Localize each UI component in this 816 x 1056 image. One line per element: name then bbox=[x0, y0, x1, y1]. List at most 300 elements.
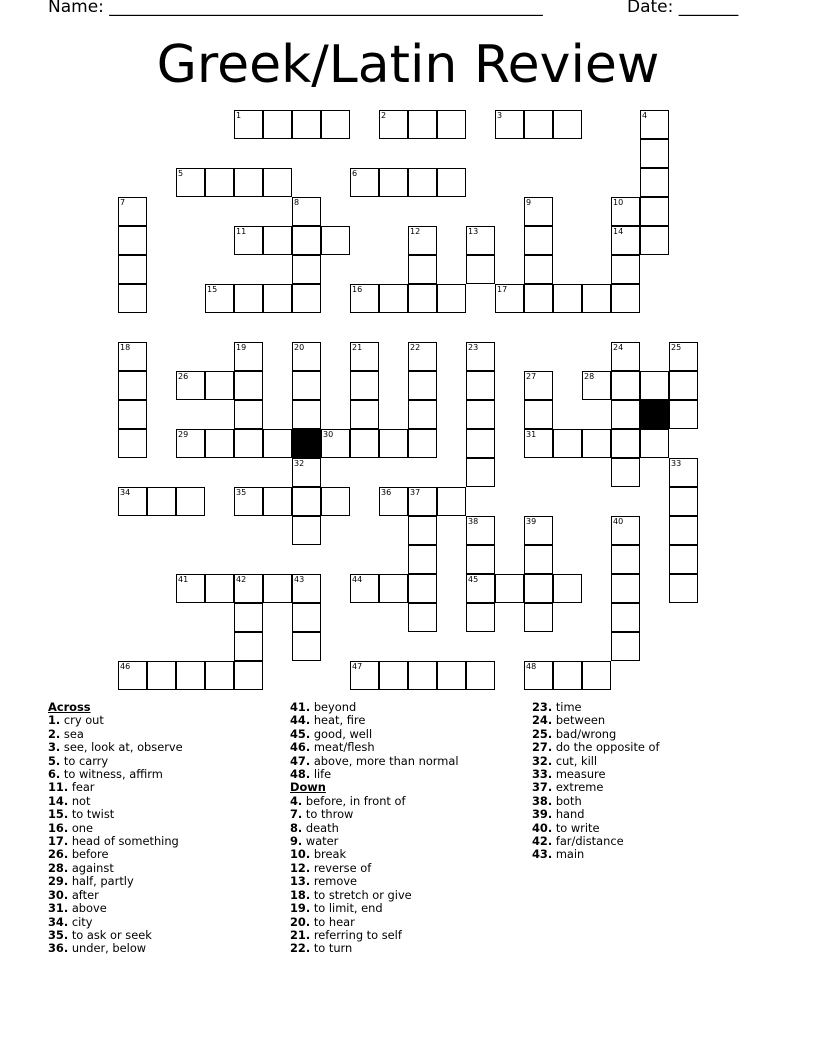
grid-cell[interactable] bbox=[524, 371, 553, 400]
grid-cell[interactable] bbox=[350, 168, 379, 197]
clue-number-label: 16. bbox=[48, 820, 69, 835]
grid-cell[interactable] bbox=[176, 487, 205, 516]
grid-cell[interactable] bbox=[524, 110, 553, 139]
clue-number: 19 bbox=[236, 343, 247, 352]
grid-cell[interactable] bbox=[466, 255, 495, 284]
grid-cell[interactable] bbox=[379, 574, 408, 603]
grid-cell[interactable] bbox=[582, 284, 611, 313]
clue-text: death bbox=[305, 820, 339, 835]
grid-cell[interactable] bbox=[437, 661, 466, 690]
grid-cell[interactable] bbox=[292, 255, 321, 284]
clue-number: 10 bbox=[613, 198, 624, 207]
down-clue bbox=[532, 768, 660, 781]
down-heading: Down bbox=[290, 780, 326, 795]
clue-number-label: 2. bbox=[48, 726, 61, 741]
clue-number-label: 7. bbox=[290, 807, 303, 822]
grid-cell[interactable] bbox=[524, 574, 553, 603]
grid-cell[interactable] bbox=[147, 487, 176, 516]
grid-cell[interactable] bbox=[524, 516, 553, 545]
grid-cell[interactable] bbox=[379, 168, 408, 197]
grid-block bbox=[640, 400, 669, 429]
clue-number: 1 bbox=[236, 111, 242, 120]
grid-cell[interactable] bbox=[350, 574, 379, 603]
down-clue bbox=[290, 902, 459, 915]
grid-cell[interactable] bbox=[350, 371, 379, 400]
grid-cell[interactable] bbox=[321, 226, 350, 255]
clue-number-label: 37. bbox=[532, 780, 553, 795]
clue-text: against bbox=[71, 860, 114, 875]
grid-cell[interactable] bbox=[118, 226, 147, 255]
grid-cell[interactable] bbox=[524, 197, 553, 226]
clue-column-1 bbox=[48, 701, 183, 956]
clue-number-label: 5. bbox=[48, 753, 61, 768]
clue-number-label: 21. bbox=[290, 927, 311, 942]
grid-cell[interactable] bbox=[350, 400, 379, 429]
grid-cell[interactable] bbox=[669, 516, 698, 545]
clue-text: beyond bbox=[313, 700, 357, 714]
grid-cell[interactable] bbox=[640, 110, 669, 139]
grid-cell[interactable] bbox=[292, 632, 321, 661]
clue-text: to throw bbox=[305, 807, 354, 822]
clue-number-label: 28. bbox=[48, 860, 69, 875]
across-clue bbox=[48, 929, 183, 942]
grid-cell[interactable] bbox=[466, 342, 495, 371]
clue-text: to turn bbox=[313, 941, 353, 956]
grid-cell[interactable] bbox=[321, 429, 350, 458]
clue-text: to twist bbox=[71, 807, 115, 822]
clue-number: 3 bbox=[497, 111, 503, 120]
grid-cell[interactable] bbox=[234, 632, 263, 661]
grid-cell[interactable] bbox=[437, 168, 466, 197]
grid-cell[interactable] bbox=[611, 371, 640, 400]
grid-cell[interactable] bbox=[466, 371, 495, 400]
down-clue bbox=[532, 808, 660, 821]
grid-cell[interactable] bbox=[379, 110, 408, 139]
grid-cell[interactable] bbox=[611, 574, 640, 603]
clue-text: to carry bbox=[63, 753, 109, 768]
clue-text: measure bbox=[555, 767, 606, 782]
down-clue bbox=[290, 889, 459, 902]
grid-cell[interactable] bbox=[350, 342, 379, 371]
grid-cell[interactable] bbox=[292, 516, 321, 545]
grid-cell[interactable] bbox=[640, 429, 669, 458]
grid-cell[interactable] bbox=[176, 574, 205, 603]
grid-cell[interactable] bbox=[437, 487, 466, 516]
clue-number-label: 14. bbox=[48, 793, 69, 808]
grid-cell[interactable] bbox=[611, 342, 640, 371]
clue-number: 46 bbox=[120, 662, 131, 671]
down-clue bbox=[532, 822, 660, 835]
grid-cell[interactable] bbox=[292, 603, 321, 632]
grid-cell[interactable] bbox=[234, 574, 263, 603]
clue-number-label: 35. bbox=[48, 927, 69, 942]
grid-cell[interactable] bbox=[176, 661, 205, 690]
grid-cell[interactable] bbox=[524, 400, 553, 429]
grid-cell[interactable] bbox=[234, 487, 263, 516]
grid-cell[interactable] bbox=[205, 661, 234, 690]
grid-cell[interactable] bbox=[234, 661, 263, 690]
grid-cell[interactable] bbox=[669, 487, 698, 516]
grid-cell[interactable] bbox=[408, 661, 437, 690]
clue-text: half, partly bbox=[71, 874, 134, 889]
clue-number-label: 15. bbox=[48, 807, 69, 822]
grid-cell[interactable] bbox=[408, 255, 437, 284]
grid-cell[interactable] bbox=[408, 168, 437, 197]
grid-cell[interactable] bbox=[379, 487, 408, 516]
grid-cell[interactable] bbox=[118, 255, 147, 284]
grid-cell[interactable] bbox=[234, 429, 263, 458]
grid-cell[interactable] bbox=[611, 197, 640, 226]
clue-number: 37 bbox=[410, 488, 421, 497]
clue-number: 34 bbox=[120, 488, 131, 497]
grid-cell[interactable] bbox=[234, 168, 263, 197]
grid-cell[interactable] bbox=[234, 284, 263, 313]
grid-cell[interactable] bbox=[611, 632, 640, 661]
grid-cell[interactable] bbox=[408, 342, 437, 371]
grid-cell[interactable] bbox=[408, 110, 437, 139]
grid-cell[interactable] bbox=[234, 110, 263, 139]
clue-text: heat, fire bbox=[313, 713, 366, 728]
grid-cell[interactable] bbox=[118, 371, 147, 400]
grid-block bbox=[292, 429, 321, 458]
clue-number: 11 bbox=[236, 227, 247, 236]
grid-cell[interactable] bbox=[466, 574, 495, 603]
clue-number: 6 bbox=[352, 169, 358, 178]
across-clue bbox=[290, 701, 459, 714]
down-clue bbox=[290, 875, 459, 888]
grid-cell[interactable] bbox=[495, 284, 524, 313]
grid-cell[interactable] bbox=[118, 661, 147, 690]
clue-number-label: 9. bbox=[290, 834, 303, 849]
down-clue bbox=[532, 835, 660, 848]
grid-cell[interactable] bbox=[524, 429, 553, 458]
clue-number-label: 23. bbox=[532, 700, 553, 714]
grid-cell[interactable] bbox=[669, 458, 698, 487]
grid-cell[interactable] bbox=[582, 429, 611, 458]
across-clue bbox=[290, 755, 459, 768]
grid-cell[interactable] bbox=[408, 429, 437, 458]
grid-cell[interactable] bbox=[176, 168, 205, 197]
grid-cell[interactable] bbox=[669, 574, 698, 603]
grid-cell[interactable] bbox=[466, 458, 495, 487]
grid-cell[interactable] bbox=[292, 574, 321, 603]
grid-cell[interactable] bbox=[640, 197, 669, 226]
grid-cell[interactable] bbox=[611, 603, 640, 632]
grid-cell[interactable] bbox=[640, 226, 669, 255]
grid-cell[interactable] bbox=[147, 661, 176, 690]
clue-number-label: 10. bbox=[290, 847, 311, 862]
across-clue bbox=[48, 942, 183, 955]
clue-number: 2 bbox=[381, 111, 387, 120]
clue-number-label: 30. bbox=[48, 887, 69, 902]
grid-cell[interactable] bbox=[553, 429, 582, 458]
clue-text: bad/wrong bbox=[555, 726, 617, 741]
clue-number: 27 bbox=[526, 372, 537, 381]
grid-cell[interactable] bbox=[611, 429, 640, 458]
across-clue bbox=[290, 768, 459, 781]
grid-cell[interactable] bbox=[437, 284, 466, 313]
grid-cell[interactable] bbox=[118, 487, 147, 516]
clue-text: time bbox=[555, 700, 582, 714]
grid-cell[interactable] bbox=[234, 371, 263, 400]
clue-number: 32 bbox=[294, 459, 305, 468]
clue-number-label: 32. bbox=[532, 753, 553, 768]
clue-text: to witness, affirm bbox=[63, 767, 163, 782]
grid-cell[interactable] bbox=[176, 371, 205, 400]
grid-cell[interactable] bbox=[292, 487, 321, 516]
grid-cell[interactable] bbox=[524, 255, 553, 284]
grid-cell[interactable] bbox=[292, 284, 321, 313]
clue-number: 39 bbox=[526, 517, 537, 526]
clue-number: 9 bbox=[526, 198, 532, 207]
grid-cell[interactable] bbox=[379, 661, 408, 690]
clue-text: both bbox=[555, 793, 582, 808]
grid-cell[interactable] bbox=[205, 371, 234, 400]
down-clue bbox=[532, 728, 660, 741]
clue-number: 35 bbox=[236, 488, 247, 497]
grid-cell[interactable] bbox=[524, 603, 553, 632]
grid-cell[interactable] bbox=[466, 545, 495, 574]
grid-cell[interactable] bbox=[640, 371, 669, 400]
grid-cell[interactable] bbox=[118, 400, 147, 429]
clue-number: 43 bbox=[294, 575, 305, 584]
grid-cell[interactable] bbox=[321, 487, 350, 516]
grid-cell[interactable] bbox=[582, 371, 611, 400]
clue-number: 42 bbox=[236, 575, 247, 584]
grid-cell[interactable] bbox=[466, 226, 495, 255]
grid-cell[interactable] bbox=[582, 661, 611, 690]
clue-number: 7 bbox=[120, 198, 126, 207]
clue-text: before, in front of bbox=[305, 793, 406, 808]
clue-number-label: 17. bbox=[48, 834, 69, 849]
clue-number-label: 29. bbox=[48, 874, 69, 889]
grid-cell[interactable] bbox=[669, 371, 698, 400]
clue-text: hand bbox=[555, 807, 585, 822]
clue-text: far/distance bbox=[555, 834, 624, 849]
clue-number: 15 bbox=[207, 285, 218, 294]
grid-cell[interactable] bbox=[263, 226, 292, 255]
down-clue bbox=[290, 848, 459, 861]
grid-cell[interactable] bbox=[611, 226, 640, 255]
down-clue bbox=[532, 781, 660, 794]
grid-cell[interactable] bbox=[553, 661, 582, 690]
clue-number-label: 19. bbox=[290, 901, 311, 916]
grid-cell[interactable] bbox=[495, 574, 524, 603]
across-clue bbox=[48, 714, 183, 727]
across-clue bbox=[290, 741, 459, 754]
grid-cell[interactable] bbox=[640, 168, 669, 197]
grid-cell[interactable] bbox=[640, 139, 669, 168]
grid-cell[interactable] bbox=[263, 168, 292, 197]
grid-cell[interactable] bbox=[350, 284, 379, 313]
grid-cell[interactable] bbox=[408, 371, 437, 400]
grid-cell[interactable] bbox=[234, 400, 263, 429]
clue-number-label: 45. bbox=[290, 726, 311, 741]
date-field-label[interactable]: Date: _______ bbox=[627, 0, 739, 17]
grid-cell[interactable] bbox=[379, 429, 408, 458]
clue-number: 48 bbox=[526, 662, 537, 671]
clue-text: city bbox=[71, 914, 93, 929]
grid-cell[interactable] bbox=[524, 284, 553, 313]
clue-number-label: 38. bbox=[532, 793, 553, 808]
down-clue bbox=[290, 835, 459, 848]
grid-cell[interactable] bbox=[408, 226, 437, 255]
name-field-label[interactable]: Name: ___________________________________________________ bbox=[48, 0, 543, 17]
grid-cell[interactable] bbox=[118, 429, 147, 458]
clue-text: head of something bbox=[71, 834, 179, 849]
down-clue bbox=[290, 808, 459, 821]
grid-cell[interactable] bbox=[611, 545, 640, 574]
clue-number: 47 bbox=[352, 662, 363, 671]
clue-number-label: 48. bbox=[290, 767, 311, 782]
grid-cell[interactable] bbox=[263, 487, 292, 516]
grid-cell[interactable] bbox=[669, 400, 698, 429]
clue-number: 44 bbox=[352, 575, 363, 584]
grid-cell[interactable] bbox=[205, 574, 234, 603]
clue-number: 18 bbox=[120, 343, 131, 352]
grid-cell[interactable] bbox=[205, 284, 234, 313]
clue-text: extreme bbox=[555, 780, 604, 795]
clue-number-label: 8. bbox=[290, 820, 303, 835]
clue-number-label: 31. bbox=[48, 901, 69, 916]
grid-cell[interactable] bbox=[466, 400, 495, 429]
grid-cell[interactable] bbox=[205, 168, 234, 197]
clue-text: one bbox=[71, 820, 94, 835]
clue-number: 45 bbox=[468, 575, 479, 584]
clue-number: 8 bbox=[294, 198, 300, 207]
clue-number: 16 bbox=[352, 285, 363, 294]
grid-cell[interactable] bbox=[553, 574, 582, 603]
clue-number-label: 11. bbox=[48, 780, 69, 795]
grid-cell[interactable] bbox=[321, 110, 350, 139]
grid-cell[interactable] bbox=[408, 574, 437, 603]
grid-cell[interactable] bbox=[466, 603, 495, 632]
grid-cell[interactable] bbox=[524, 226, 553, 255]
clue-number-label: 43. bbox=[532, 847, 553, 862]
grid-cell[interactable] bbox=[669, 342, 698, 371]
grid-cell[interactable] bbox=[611, 400, 640, 429]
grid-cell[interactable] bbox=[495, 110, 524, 139]
grid-cell[interactable] bbox=[408, 400, 437, 429]
down-clue bbox=[290, 916, 459, 929]
grid-cell[interactable] bbox=[234, 342, 263, 371]
across-heading: Across bbox=[48, 700, 91, 714]
grid-cell[interactable] bbox=[263, 110, 292, 139]
down-clue bbox=[532, 701, 660, 714]
grid-cell[interactable] bbox=[292, 226, 321, 255]
grid-cell[interactable] bbox=[118, 342, 147, 371]
clue-number-label: 41. bbox=[290, 700, 311, 714]
grid-cell[interactable] bbox=[176, 429, 205, 458]
grid-cell[interactable] bbox=[379, 284, 408, 313]
across-clue bbox=[48, 889, 183, 902]
grid-cell[interactable] bbox=[234, 226, 263, 255]
clue-text: do the opposite of bbox=[555, 740, 660, 755]
grid-cell[interactable] bbox=[669, 545, 698, 574]
grid-cell[interactable] bbox=[408, 545, 437, 574]
grid-cell[interactable] bbox=[524, 661, 553, 690]
grid-cell[interactable] bbox=[292, 400, 321, 429]
clue-text: between bbox=[555, 713, 606, 728]
clue-number-label: 42. bbox=[532, 834, 553, 849]
clue-number-label: 1. bbox=[48, 713, 61, 728]
grid-cell[interactable] bbox=[292, 342, 321, 371]
clue-number: 14 bbox=[613, 227, 624, 236]
across-clue bbox=[48, 741, 183, 754]
grid-cell[interactable] bbox=[205, 429, 234, 458]
grid-cell[interactable] bbox=[553, 284, 582, 313]
clue-number: 17 bbox=[497, 285, 508, 294]
grid-cell[interactable] bbox=[350, 429, 379, 458]
clue-text: under, below bbox=[71, 941, 147, 956]
grid-cell[interactable] bbox=[234, 603, 263, 632]
clue-text: cut, kill bbox=[555, 753, 598, 768]
clue-number: 5 bbox=[178, 169, 184, 178]
grid-cell[interactable] bbox=[408, 603, 437, 632]
grid-cell[interactable] bbox=[611, 255, 640, 284]
grid-cell[interactable] bbox=[611, 458, 640, 487]
grid-cell[interactable] bbox=[408, 284, 437, 313]
clue-number-label: 34. bbox=[48, 914, 69, 929]
clue-number-label: 39. bbox=[532, 807, 553, 822]
down-clue bbox=[532, 714, 660, 727]
grid-cell[interactable] bbox=[350, 661, 379, 690]
grid-cell[interactable] bbox=[292, 110, 321, 139]
grid-cell[interactable] bbox=[524, 545, 553, 574]
grid-cell[interactable] bbox=[553, 110, 582, 139]
clue-number-label: 3. bbox=[48, 740, 61, 755]
grid-cell[interactable] bbox=[408, 487, 437, 516]
down-clue bbox=[290, 862, 459, 875]
clue-text: sea bbox=[63, 726, 84, 741]
across-clue bbox=[290, 714, 459, 727]
grid-cell[interactable] bbox=[466, 661, 495, 690]
grid-cell[interactable] bbox=[466, 429, 495, 458]
clue-text: see, look at, observe bbox=[63, 740, 183, 755]
clue-number: 41 bbox=[178, 575, 189, 584]
grid-cell[interactable] bbox=[118, 197, 147, 226]
clue-number-label: 40. bbox=[532, 820, 553, 835]
across-clue bbox=[48, 768, 183, 781]
clue-number: 40 bbox=[613, 517, 624, 526]
grid-cell[interactable] bbox=[292, 197, 321, 226]
grid-cell[interactable] bbox=[118, 284, 147, 313]
clue-column-2 bbox=[290, 701, 459, 956]
clue-number-label: 24. bbox=[532, 713, 553, 728]
grid-cell[interactable] bbox=[437, 110, 466, 139]
across-clue bbox=[48, 862, 183, 875]
grid-cell[interactable] bbox=[611, 284, 640, 313]
clue-number: 26 bbox=[178, 372, 189, 381]
grid-cell[interactable] bbox=[263, 574, 292, 603]
grid-cell[interactable] bbox=[263, 429, 292, 458]
grid-cell[interactable] bbox=[611, 516, 640, 545]
clue-number-label: 6. bbox=[48, 767, 61, 782]
grid-cell[interactable] bbox=[263, 284, 292, 313]
clue-text: to write bbox=[555, 820, 600, 835]
grid-cell[interactable] bbox=[408, 516, 437, 545]
clue-text: before bbox=[71, 847, 109, 862]
grid-cell[interactable] bbox=[466, 516, 495, 545]
grid-cell[interactable] bbox=[292, 371, 321, 400]
across-clue bbox=[48, 916, 183, 929]
across-clue bbox=[48, 781, 183, 794]
across-clue bbox=[48, 755, 183, 768]
clue-number-label: 20. bbox=[290, 914, 311, 929]
clue-number-label: 47. bbox=[290, 753, 311, 768]
grid-cell[interactable] bbox=[292, 458, 321, 487]
down-clue bbox=[290, 929, 459, 942]
